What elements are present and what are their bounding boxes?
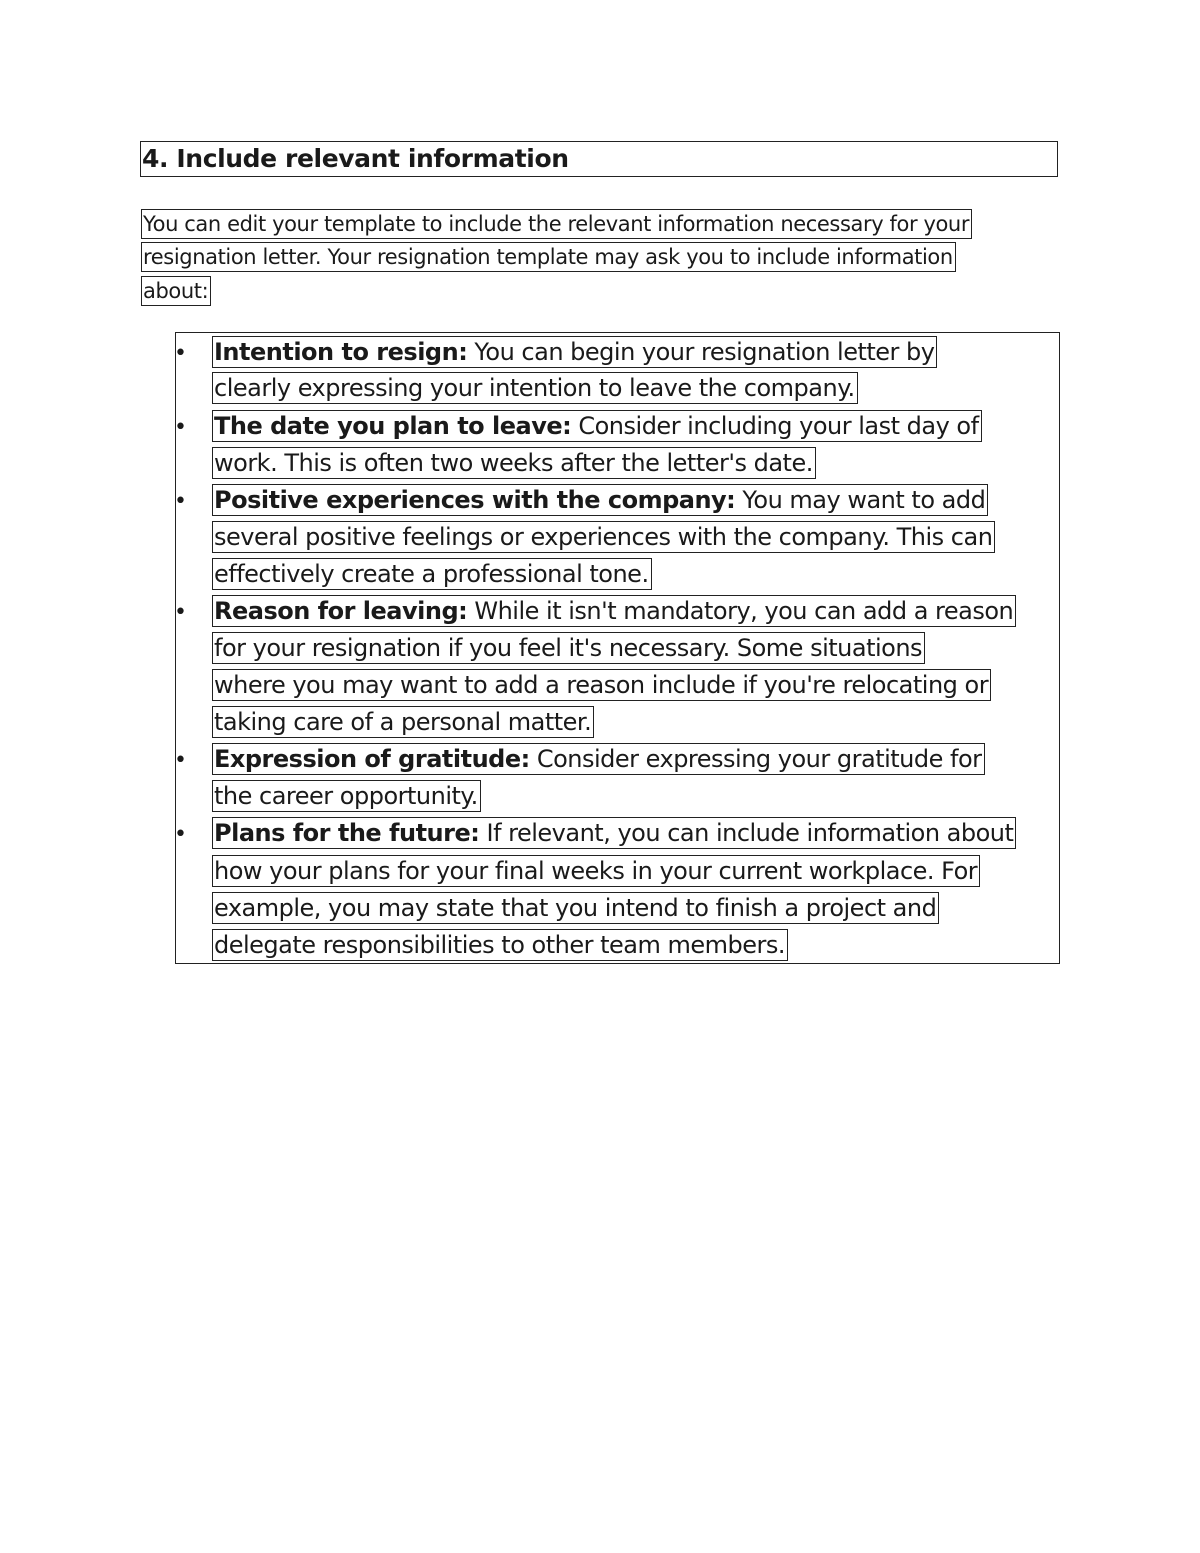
- list-item-line: the career opportunity.: [212, 780, 481, 812]
- list-item-line: taking care of a personal matter.: [212, 706, 594, 738]
- bullet-icon: •: [174, 489, 187, 514]
- list-item-line: [212, 743, 985, 775]
- intro-line: about:: [141, 276, 211, 306]
- section-heading: 4. Include relevant information: [142, 144, 569, 173]
- list-item-line: [212, 410, 982, 442]
- list-item-text: You may want to add: [735, 486, 986, 514]
- list-item-term: Intention to resign:: [214, 338, 468, 366]
- list-item-text: You can begin your resignation letter by: [467, 338, 935, 366]
- bullet-icon: •: [174, 600, 187, 625]
- list-item-term: Plans for the future:: [214, 819, 480, 847]
- list-item-line: [212, 595, 1016, 627]
- list-item-line: [212, 817, 1016, 849]
- bullet-icon: •: [174, 822, 187, 847]
- list-item-text: Consider expressing your gratitude for: [529, 745, 982, 773]
- list-item-line: how your plans for your final weeks in your current workplace. For: [212, 855, 980, 887]
- bullet-icon: •: [174, 748, 187, 773]
- list-item-text: Consider including your last day of: [571, 412, 979, 440]
- list-item-line: effectively create a professional tone.: [212, 558, 652, 590]
- intro-line: resignation letter. Your resignation template may ask you to include information: [141, 242, 956, 272]
- bullet-icon: •: [174, 415, 187, 440]
- list-item-line: clearly expressing your intention to leave the company.: [212, 372, 858, 404]
- list-item-line: for your resignation if you feel it's necessary. Some situations: [212, 632, 925, 664]
- list-item-line: several positive feelings or experiences with the company. This can: [212, 521, 995, 553]
- intro-line: You can edit your template to include the relevant information necessary for your: [141, 209, 972, 239]
- list-item-line: where you may want to add a reason include if you're relocating or: [212, 669, 991, 701]
- list-item-text: If relevant, you can include information about: [479, 819, 1014, 847]
- list-item-term: Reason for leaving:: [214, 597, 468, 625]
- list-item-line: [212, 336, 937, 368]
- list-item-line: [212, 484, 988, 516]
- list-item-line: example, you may state that you intend to finish a project and: [212, 892, 939, 924]
- list-item-text: While it isn't mandatory, you can add a reason: [467, 597, 1014, 625]
- list-item-term: The date you plan to leave:: [214, 412, 572, 440]
- list-item-line: delegate responsibilities to other team members.: [212, 929, 788, 961]
- list-item-term: Positive experiences with the company:: [214, 486, 736, 514]
- list-item-term: Expression of gratitude:: [214, 745, 530, 773]
- list-item-line: work. This is often two weeks after the letter's date.: [212, 447, 816, 479]
- bullet-icon: •: [174, 341, 187, 366]
